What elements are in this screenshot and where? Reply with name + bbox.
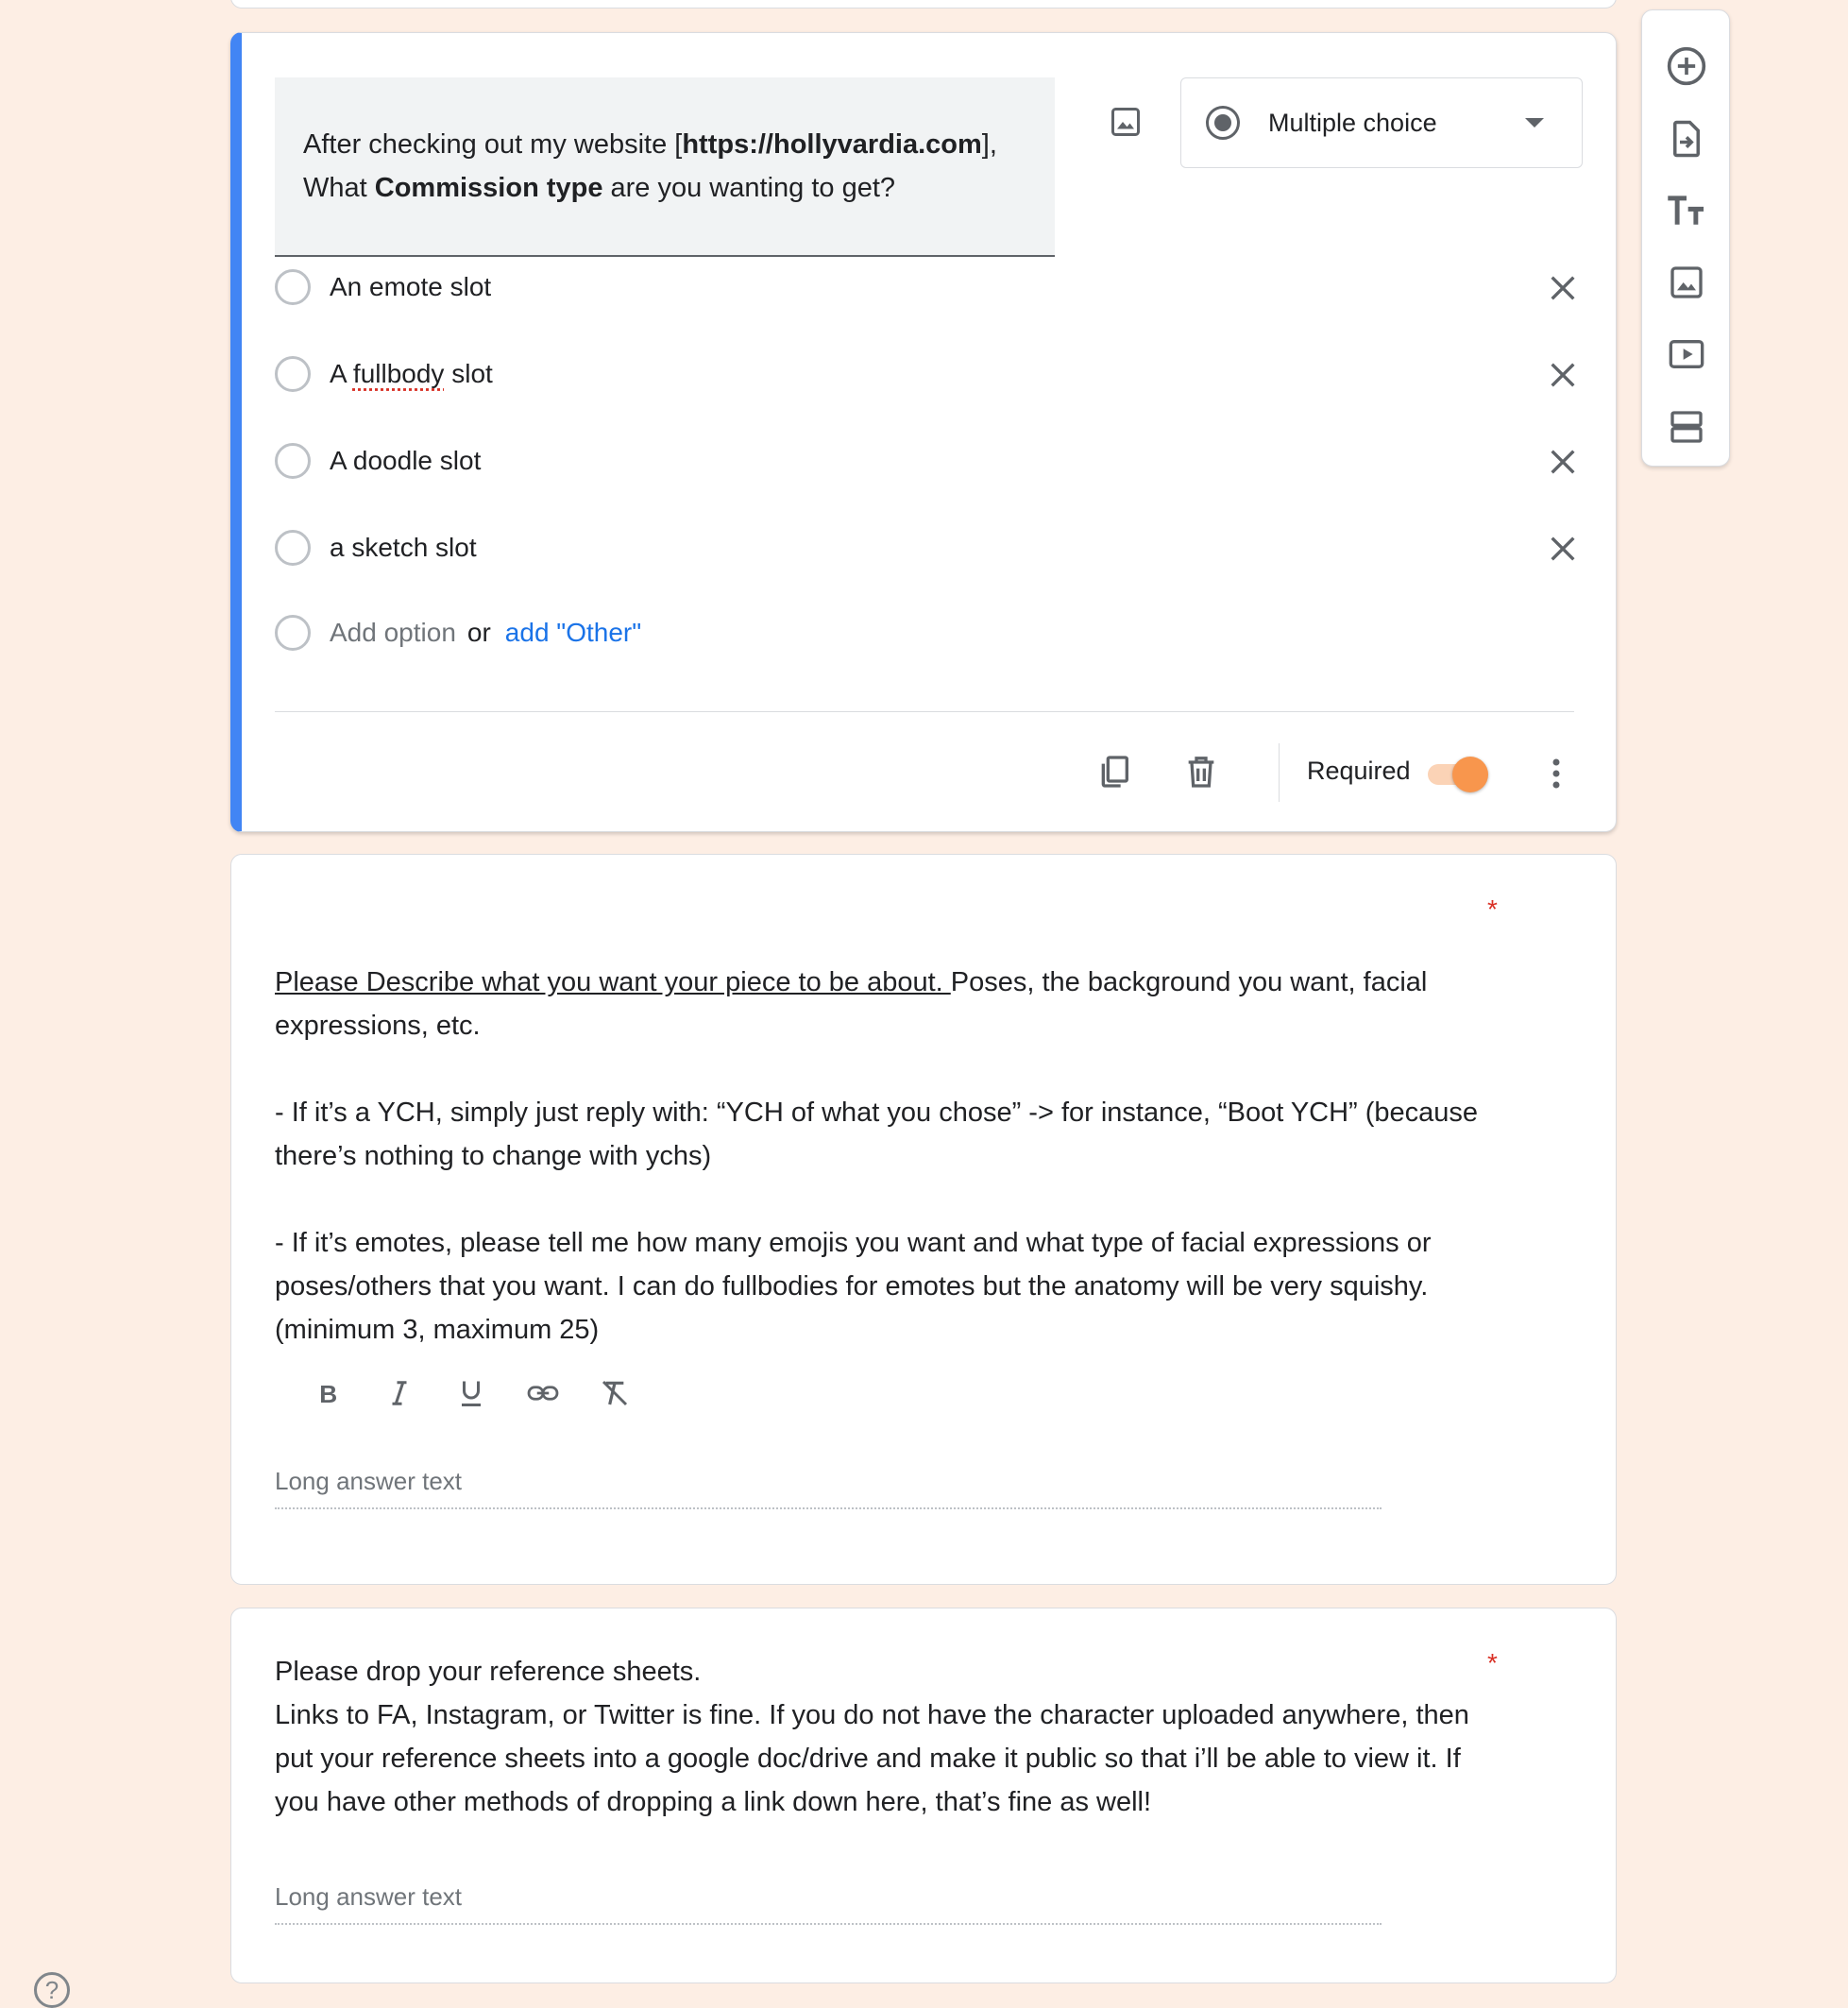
ych-paragraph: - If it’s a YCH, simply just reply with: “YCH of what you chose” -> for instance, “Boot YCH” (because there’s nothing to change with ychs) (275, 1098, 1479, 1171)
option-item[interactable] (275, 434, 1597, 487)
help-icon[interactable]: ? (34, 1972, 70, 2008)
import-questions-button[interactable] (1660, 112, 1713, 165)
bold-icon (314, 1379, 342, 1407)
add-question-icon (1666, 45, 1707, 87)
option-label[interactable]: A fullbody slot (330, 359, 493, 388)
more-options-button[interactable] (1537, 749, 1575, 798)
option-item[interactable] (275, 261, 1597, 314)
video-icon (1666, 335, 1707, 373)
radio-empty-icon (275, 530, 311, 566)
underlined-text: Please Describe what you want your piece to be about. (275, 967, 951, 997)
title-link-text: https://hollyvardia.com (682, 129, 982, 160)
bold-button[interactable] (292, 1365, 364, 1421)
delete-button[interactable] (1177, 747, 1226, 796)
emotes-paragraph: - If it’s emotes, please tell me how many emojis you want and what type of facial expressions or poses/others that you want. I can do fullbodies for emotes but the anatomy will be very squishy. (minimum 3, maximum 25) (275, 1228, 1432, 1345)
required-asterisk: * (1487, 1648, 1498, 1677)
import-questions-icon (1667, 119, 1706, 159)
question-title[interactable]: Please Describe what you want your piece to be about. Poses, the background you want, facial expressions, etc. - If it’s a YCH, simply just reply with: “YCH of what you chose” -> for instance, “Boot YCH” (because there’s nothing to change with ychs) - If it’s emotes, please tell me how many emojis you want and what type of facial expressions or poses/others that you want. I can do fullbodies for emotes but the anatomy will be very squishy. (minimum 3, maximum 25) (275, 961, 1483, 1352)
option-label[interactable]: An emote slot (330, 272, 492, 301)
more-vert-icon (1537, 749, 1575, 798)
add-section-button[interactable] (1660, 400, 1713, 453)
question-title-input[interactable] (275, 77, 1055, 257)
question-card-reference-sheets[interactable] (230, 1608, 1617, 1983)
required-label: Required (1307, 757, 1411, 785)
required-asterisk: * (1487, 894, 1498, 924)
add-title-button[interactable] (1660, 184, 1713, 237)
previous-question-card[interactable] (230, 0, 1617, 9)
add-option-row (275, 606, 1597, 659)
add-image-button[interactable] (1660, 256, 1713, 309)
image-icon (1668, 264, 1705, 301)
reference-body: Links to FA, Instagram, or Twitter is fine. If you do not have the character uploaded anywhere, then put your reference sheets into a google doc/drive and make it public so that i’ll be able to view it. If you have other methods of dropping a link down here, that’s fine as well! (275, 1700, 1469, 1817)
section-icon (1666, 408, 1707, 446)
italic-icon (385, 1379, 414, 1407)
title-text-icon (1665, 192, 1708, 230)
question-title[interactable] (275, 1650, 1483, 1824)
spellcheck-word: fullbody (352, 359, 445, 388)
option-item[interactable] (275, 348, 1597, 400)
option-label[interactable]: A doodle slot (330, 446, 482, 475)
add-question-button[interactable] (1660, 40, 1713, 93)
question-type-label: Multiple choice (1268, 108, 1437, 137)
underline-button[interactable] (435, 1365, 507, 1421)
formatting-toolbar (292, 1365, 651, 1421)
clear-format-icon (600, 1378, 630, 1408)
add-option-button[interactable]: Add option (330, 618, 456, 647)
title-text: What (303, 173, 375, 203)
image-icon (1109, 105, 1143, 139)
clear-format-button[interactable] (579, 1365, 651, 1421)
question-card-commission-type[interactable] (230, 32, 1617, 832)
radio-empty-icon (275, 615, 311, 651)
title-text: are you wanting to get? (602, 173, 896, 203)
long-answer-placeholder: Long answer text (275, 1882, 1382, 1925)
footer-divider (275, 711, 1574, 712)
radio-selected-icon (1206, 106, 1240, 140)
title-text: After checking out my website [ (303, 129, 683, 160)
close-icon[interactable] (1547, 533, 1579, 565)
link-button[interactable] (507, 1365, 579, 1421)
question-card-description[interactable] (230, 854, 1617, 1585)
radio-empty-icon (275, 269, 311, 305)
option-label[interactable]: a sketch slot (330, 533, 477, 562)
radio-empty-icon (275, 443, 311, 479)
add-image-button[interactable] (1095, 92, 1156, 152)
required-toggle[interactable] (1428, 757, 1490, 791)
radio-empty-icon (275, 356, 311, 392)
or-label: or (466, 618, 491, 647)
long-answer-placeholder: Long answer text (275, 1467, 1382, 1509)
add-other-link[interactable]: add "Other" (504, 618, 642, 647)
svg-text:B: B (319, 1380, 338, 1407)
question-type-dropdown[interactable] (1180, 77, 1583, 168)
close-icon[interactable] (1547, 272, 1579, 304)
title-text: ], (981, 129, 997, 160)
close-icon[interactable] (1547, 359, 1579, 391)
floating-toolbar (1641, 9, 1730, 467)
close-icon[interactable] (1547, 446, 1579, 478)
duplicate-button[interactable] (1090, 747, 1139, 796)
duplicate-icon (1095, 753, 1133, 791)
title-bold-text: Commission type (374, 173, 603, 203)
reference-heading: Please drop your reference sheets. (275, 1657, 702, 1687)
footer-separator (1279, 743, 1280, 802)
dropdown-arrow-icon (1525, 118, 1544, 128)
italic-button[interactable] (364, 1365, 435, 1421)
option-item[interactable] (275, 521, 1597, 574)
link-icon (526, 1379, 560, 1407)
add-video-button[interactable] (1660, 328, 1713, 381)
underline-icon (457, 1379, 485, 1407)
delete-icon (1182, 753, 1220, 791)
